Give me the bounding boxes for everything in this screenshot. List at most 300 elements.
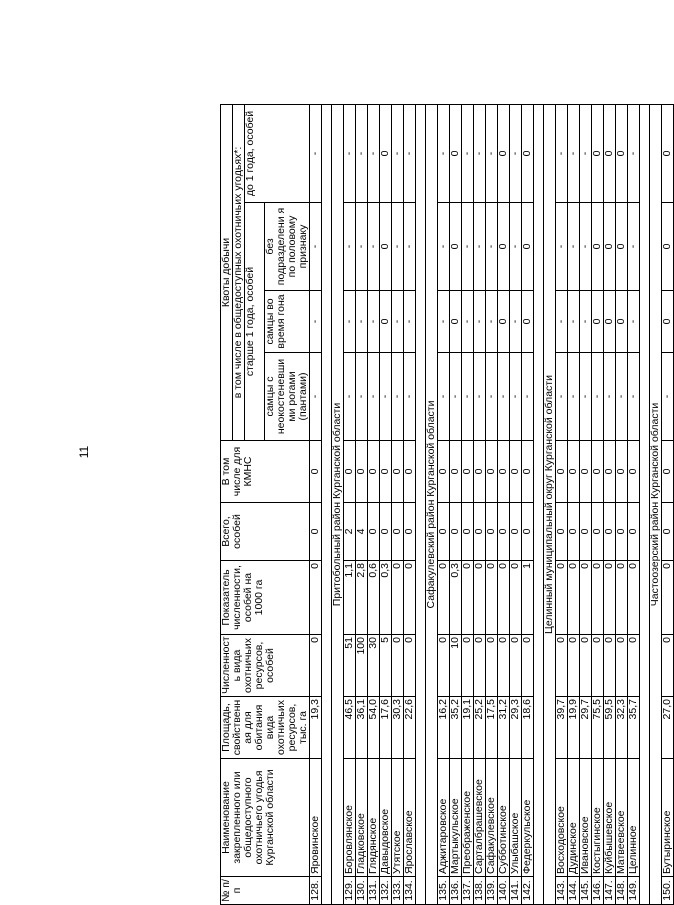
row-value: 0 xyxy=(592,503,604,561)
region-title: Частоозерский район Курганской области xyxy=(650,104,662,904)
row-value: - xyxy=(368,353,380,441)
row-value: 0 xyxy=(616,104,628,202)
row-value: - xyxy=(450,353,462,441)
row-value: - xyxy=(486,104,498,202)
row-value: 0 xyxy=(556,635,568,697)
row-value: 0 xyxy=(616,635,628,697)
row-value: 27,0 xyxy=(662,697,674,759)
table-header xyxy=(221,104,310,904)
row-value: 0 xyxy=(462,635,474,697)
header-name: Наименование закрепленного или общедоступного охотничьего угодья Курганской области xyxy=(221,759,310,877)
row-value: 0 xyxy=(556,441,568,503)
row-value: - xyxy=(628,353,640,441)
row-name: Костыгинское xyxy=(592,759,604,877)
region-title: Сафакулевский район Курганской области xyxy=(426,104,438,904)
row-value: - xyxy=(392,353,404,441)
row-value: 0 xyxy=(474,441,486,503)
table-row xyxy=(344,104,356,904)
row-value: 0 xyxy=(392,441,404,503)
row-value: 0 xyxy=(380,203,392,291)
table-row xyxy=(628,104,640,904)
row-value: 0 xyxy=(510,441,522,503)
row-value: 0 xyxy=(474,503,486,561)
row-value: - xyxy=(356,203,368,291)
row-value: 0 xyxy=(498,441,510,503)
row-value: 0 xyxy=(616,503,628,561)
row-value: 5 xyxy=(380,635,392,697)
row-value: - xyxy=(616,353,628,441)
row-value: - xyxy=(368,291,380,353)
row-value: 39,7 xyxy=(556,697,568,759)
row-value: - xyxy=(628,291,640,353)
row-value: 0 xyxy=(486,635,498,697)
row-number: 135. xyxy=(438,877,450,905)
row-name: Улыбашское xyxy=(510,759,522,877)
row-value: 0 xyxy=(522,441,534,503)
row-value: 19,3 xyxy=(310,697,322,759)
row-value: - xyxy=(438,291,450,353)
row-value: - xyxy=(568,203,580,291)
row-name: Матвеевское xyxy=(616,759,628,877)
row-number: 137. xyxy=(462,877,474,905)
row-value: 1 xyxy=(522,561,534,635)
row-value: 0 xyxy=(580,635,592,697)
row-name: Субботинское xyxy=(498,759,510,877)
row-number: 129. xyxy=(344,877,356,905)
row-name: Целинное xyxy=(628,759,640,877)
row-value: 0 xyxy=(568,635,580,697)
row-value: - xyxy=(392,203,404,291)
row-number: 149. xyxy=(628,877,640,905)
row-value: 2,8 xyxy=(356,561,368,635)
row-value: 0 xyxy=(310,441,322,503)
row-value: - xyxy=(404,291,416,353)
table-row xyxy=(522,104,534,904)
row-value: 19,1 xyxy=(462,697,474,759)
row-value: - xyxy=(474,104,486,202)
row-value: 0 xyxy=(404,441,416,503)
row-value: 0 xyxy=(486,441,498,503)
row-name: Давыдовское xyxy=(380,759,392,877)
row-value: 0 xyxy=(580,561,592,635)
row-value: - xyxy=(380,353,392,441)
table-row xyxy=(356,104,368,904)
row-value: 4 xyxy=(356,503,368,561)
region-title: Притобольный район Курганской области xyxy=(332,104,344,904)
row-value: - xyxy=(628,203,640,291)
row-value: 0 xyxy=(404,561,416,635)
row-value: 0,3 xyxy=(380,561,392,635)
region-row xyxy=(332,104,344,904)
row-number: 146. xyxy=(592,877,604,905)
row-value: 17,5 xyxy=(486,697,498,759)
table-row xyxy=(486,104,498,904)
row-value: 51 xyxy=(344,635,356,697)
row-value: 0 xyxy=(450,291,462,353)
row-value: 0 xyxy=(592,291,604,353)
row-value: 46,5 xyxy=(344,697,356,759)
row-value: 0 xyxy=(498,503,510,561)
row-value: 0 xyxy=(592,104,604,202)
table-row xyxy=(462,104,474,904)
row-name: Преображенское xyxy=(462,759,474,877)
row-value: - xyxy=(474,203,486,291)
row-value: 0 xyxy=(462,561,474,635)
row-value: - xyxy=(344,104,356,202)
row-value: 0 xyxy=(628,503,640,561)
row-value: 32,3 xyxy=(616,697,628,759)
row-value: - xyxy=(486,203,498,291)
row-value: 0,3 xyxy=(450,561,462,635)
row-value: 17,6 xyxy=(380,697,392,759)
row-name: Куйбышевское xyxy=(604,759,616,877)
table-row xyxy=(568,104,580,904)
row-value: - xyxy=(662,353,674,441)
row-value: 0 xyxy=(450,104,462,202)
spacer-cell xyxy=(322,104,332,904)
row-value: 0 xyxy=(438,441,450,503)
row-value: 0 xyxy=(404,635,416,697)
row-value: 0 xyxy=(616,291,628,353)
row-value: - xyxy=(556,353,568,441)
row-value: 0 xyxy=(604,635,616,697)
row-value: 0 xyxy=(380,291,392,353)
row-name: Дудинское xyxy=(568,759,580,877)
table-row xyxy=(450,104,462,904)
row-value: - xyxy=(404,104,416,202)
table-row xyxy=(474,104,486,904)
row-value: 0 xyxy=(486,503,498,561)
table-row xyxy=(310,104,322,904)
rotated-page-content xyxy=(220,105,673,905)
spacer-cell xyxy=(640,104,650,904)
row-value: 0 xyxy=(498,291,510,353)
row-value: 0 xyxy=(522,503,534,561)
header-density: Показатель численности, особей на 1000 га xyxy=(221,561,310,635)
row-value: 16,2 xyxy=(438,697,450,759)
row-number: 134. xyxy=(404,877,416,905)
row-value: - xyxy=(368,203,380,291)
row-value: 0 xyxy=(450,441,462,503)
row-value: 10 xyxy=(450,635,462,697)
row-value: - xyxy=(556,104,568,202)
row-number: 148. xyxy=(616,877,628,905)
row-value: 0 xyxy=(568,561,580,635)
row-value: - xyxy=(356,104,368,202)
row-value: - xyxy=(310,353,322,441)
row-value: - xyxy=(510,104,522,202)
row-value: - xyxy=(568,104,580,202)
row-value: 0 xyxy=(356,441,368,503)
row-number: 144. xyxy=(568,877,580,905)
row-number: 132. xyxy=(380,877,392,905)
row-value: 36,1 xyxy=(356,697,368,759)
spacer-row xyxy=(322,104,332,904)
table-row xyxy=(380,104,392,904)
row-value: 0 xyxy=(392,635,404,697)
row-value: - xyxy=(510,291,522,353)
row-value: 0 xyxy=(522,635,534,697)
row-value: 75,5 xyxy=(592,697,604,759)
row-value: 0 xyxy=(522,104,534,202)
table-row xyxy=(662,104,674,904)
row-value: 0 xyxy=(404,503,416,561)
table-row xyxy=(592,104,604,904)
table-row xyxy=(616,104,628,904)
row-value: 0 xyxy=(662,635,674,697)
table-row xyxy=(580,104,592,904)
row-value: - xyxy=(344,291,356,353)
row-value: 31,2 xyxy=(498,697,510,759)
row-value: 54,0 xyxy=(368,697,380,759)
row-value: 18,6 xyxy=(522,697,534,759)
row-value: 0 xyxy=(392,561,404,635)
row-value: 0 xyxy=(662,441,674,503)
row-value: - xyxy=(474,291,486,353)
row-value: - xyxy=(310,291,322,353)
row-value: 0 xyxy=(510,635,522,697)
row-value: 100 xyxy=(356,635,368,697)
header-no-sex: без подразделени я по половому признаку xyxy=(265,203,310,291)
row-value: 0 xyxy=(368,503,380,561)
row-value: - xyxy=(344,203,356,291)
row-value: - xyxy=(462,104,474,202)
row-value: - xyxy=(580,203,592,291)
row-value: - xyxy=(356,291,368,353)
row-value: 29,7 xyxy=(580,697,592,759)
row-value: 0 xyxy=(510,561,522,635)
row-value: 0 xyxy=(604,203,616,291)
row-value: 0 xyxy=(592,441,604,503)
row-value: 0 xyxy=(592,561,604,635)
row-number: 138. xyxy=(474,877,486,905)
row-value: 29,3 xyxy=(510,697,522,759)
header-under1: до 1 года, особей xyxy=(245,104,310,202)
row-value: 0 xyxy=(486,561,498,635)
table-row xyxy=(498,104,510,904)
row-name: Ивановское xyxy=(580,759,592,877)
row-number: 136. xyxy=(450,877,462,905)
row-value: 0 xyxy=(438,635,450,697)
row-value: - xyxy=(580,291,592,353)
spacer-row xyxy=(416,104,426,904)
row-name: Боровлянское xyxy=(344,759,356,877)
row-value: - xyxy=(510,203,522,291)
row-value: - xyxy=(438,203,450,291)
row-name: Гладковское xyxy=(356,759,368,877)
row-name: Сафакулевское xyxy=(486,759,498,877)
row-value: 0 xyxy=(474,635,486,697)
row-value: 0 xyxy=(604,503,616,561)
row-value: 22,6 xyxy=(404,697,416,759)
row-value: 25,2 xyxy=(474,697,486,759)
row-value: 0 xyxy=(662,503,674,561)
table-row xyxy=(392,104,404,904)
row-value: 0 xyxy=(310,503,322,561)
row-value: - xyxy=(510,353,522,441)
row-name: Восходовское xyxy=(556,759,568,877)
row-value: 0 xyxy=(604,441,616,503)
row-value: - xyxy=(486,353,498,441)
row-value: 0 xyxy=(592,203,604,291)
table-body xyxy=(310,104,674,904)
row-value: 0 xyxy=(662,104,674,202)
row-value: 0 xyxy=(522,291,534,353)
row-number: 150. xyxy=(662,877,674,905)
table-row xyxy=(438,104,450,904)
row-name: Мартыкульское xyxy=(450,759,462,877)
region-row xyxy=(426,104,438,904)
row-value: - xyxy=(310,203,322,291)
spacer-row xyxy=(640,104,650,904)
row-value: - xyxy=(462,291,474,353)
row-value: - xyxy=(368,104,380,202)
row-value: 0 xyxy=(498,203,510,291)
row-name: Сарталбрашевское xyxy=(474,759,486,877)
row-value: 30 xyxy=(368,635,380,697)
header-public-lands: в том числе в общедоступных охотничьих угодьях*: xyxy=(233,104,245,440)
header-males-horns: самцы с неокостеневши ми рогами (пантами) xyxy=(265,353,310,441)
spacer-row xyxy=(534,104,544,904)
row-value: 0 xyxy=(368,441,380,503)
row-value: 19,9 xyxy=(568,697,580,759)
row-value: 0 xyxy=(462,503,474,561)
row-value: - xyxy=(568,291,580,353)
spacer-cell xyxy=(416,104,426,904)
row-value: 0 xyxy=(474,561,486,635)
row-value: - xyxy=(438,104,450,202)
header-area: Площадь, свойственн ая для обитания вида охотничьих ресурсов, тыс. га xyxy=(221,697,310,759)
header-older: старше 1 года, особей xyxy=(245,203,265,441)
row-value: 0 xyxy=(498,561,510,635)
row-number: 139. xyxy=(486,877,498,905)
row-name: Утятское xyxy=(392,759,404,877)
row-value: 0 xyxy=(628,441,640,503)
header-males-rut: самцы во время гона xyxy=(265,291,310,353)
row-number: 131. xyxy=(368,877,380,905)
row-value: 35,7 xyxy=(628,697,640,759)
row-value: 0 xyxy=(380,503,392,561)
row-number: 141. xyxy=(510,877,522,905)
header-quotas: Квоты добычи xyxy=(221,104,233,440)
row-value: 0 xyxy=(498,635,510,697)
row-value: 0 xyxy=(592,635,604,697)
row-value: 0 xyxy=(568,503,580,561)
row-value: - xyxy=(404,203,416,291)
row-value: 0 xyxy=(450,203,462,291)
row-value: 0 xyxy=(450,503,462,561)
row-value: - xyxy=(356,353,368,441)
row-value: 0 xyxy=(604,291,616,353)
row-value: 0 xyxy=(310,635,322,697)
row-value: 0 xyxy=(344,441,356,503)
row-value: - xyxy=(462,353,474,441)
row-name: Яровинское xyxy=(310,759,322,877)
row-value: - xyxy=(556,291,568,353)
region-title: Целинный муниципальный округ Курганской области xyxy=(544,104,556,904)
row-value: - xyxy=(604,353,616,441)
row-value: 0 xyxy=(580,441,592,503)
row-value: 0 xyxy=(568,441,580,503)
header-kmns: В том числе для КМНС xyxy=(221,441,310,503)
row-value: 1,1 xyxy=(344,561,356,635)
row-name: Глядянское xyxy=(368,759,380,877)
row-value: 0 xyxy=(510,503,522,561)
row-number: 145. xyxy=(580,877,592,905)
row-name: Федеркульское xyxy=(522,759,534,877)
row-number: 133. xyxy=(392,877,404,905)
row-value: 0 xyxy=(498,104,510,202)
row-value: - xyxy=(568,353,580,441)
row-value: 0 xyxy=(604,104,616,202)
row-value: 35,2 xyxy=(450,697,462,759)
row-value: 0 xyxy=(628,635,640,697)
row-value: 0 xyxy=(392,503,404,561)
header-no: № п/п xyxy=(221,877,310,905)
row-number: 140. xyxy=(498,877,510,905)
row-value: - xyxy=(310,104,322,202)
row-value: 0 xyxy=(438,503,450,561)
row-value: - xyxy=(580,353,592,441)
region-row xyxy=(544,104,556,904)
table-row xyxy=(604,104,616,904)
row-value: 0 xyxy=(662,561,674,635)
row-number: 143. xyxy=(556,877,568,905)
row-value: - xyxy=(392,291,404,353)
row-value: 0 xyxy=(462,441,474,503)
row-value: - xyxy=(556,203,568,291)
row-value: - xyxy=(522,353,534,441)
table-row xyxy=(368,104,380,904)
row-value: 0 xyxy=(604,561,616,635)
row-value: 0 xyxy=(662,203,674,291)
row-value: 30,3 xyxy=(392,697,404,759)
row-value: - xyxy=(498,353,510,441)
row-value: 0 xyxy=(628,561,640,635)
row-number: 128. xyxy=(310,877,322,905)
row-name: Бутыринское xyxy=(662,759,674,877)
row-name: Ярославское xyxy=(404,759,416,877)
row-number: 130. xyxy=(356,877,368,905)
row-value: - xyxy=(404,353,416,441)
row-value: - xyxy=(462,203,474,291)
table-row xyxy=(556,104,568,904)
row-value: - xyxy=(628,104,640,202)
row-value: 0 xyxy=(522,203,534,291)
row-value: 0 xyxy=(616,561,628,635)
row-value: 59,5 xyxy=(604,697,616,759)
row-value: 0 xyxy=(556,561,568,635)
region-row xyxy=(650,104,662,904)
row-value: 0 xyxy=(662,291,674,353)
table-row xyxy=(510,104,522,904)
row-value: 0 xyxy=(310,561,322,635)
row-value: - xyxy=(392,104,404,202)
row-number: 147. xyxy=(604,877,616,905)
header-count: Численност ь вида охотничьих ресурсов, особей xyxy=(221,635,310,697)
row-value: 0 xyxy=(380,441,392,503)
table-row xyxy=(404,104,416,904)
row-value: - xyxy=(592,353,604,441)
header-total: Всего, особей xyxy=(221,503,310,561)
row-value: 0 xyxy=(580,503,592,561)
row-value: 0 xyxy=(438,561,450,635)
row-value: 2 xyxy=(344,503,356,561)
row-value: - xyxy=(474,353,486,441)
row-name: Аджитаровское xyxy=(438,759,450,877)
page-number: 11 xyxy=(77,445,92,459)
row-value: - xyxy=(486,291,498,353)
